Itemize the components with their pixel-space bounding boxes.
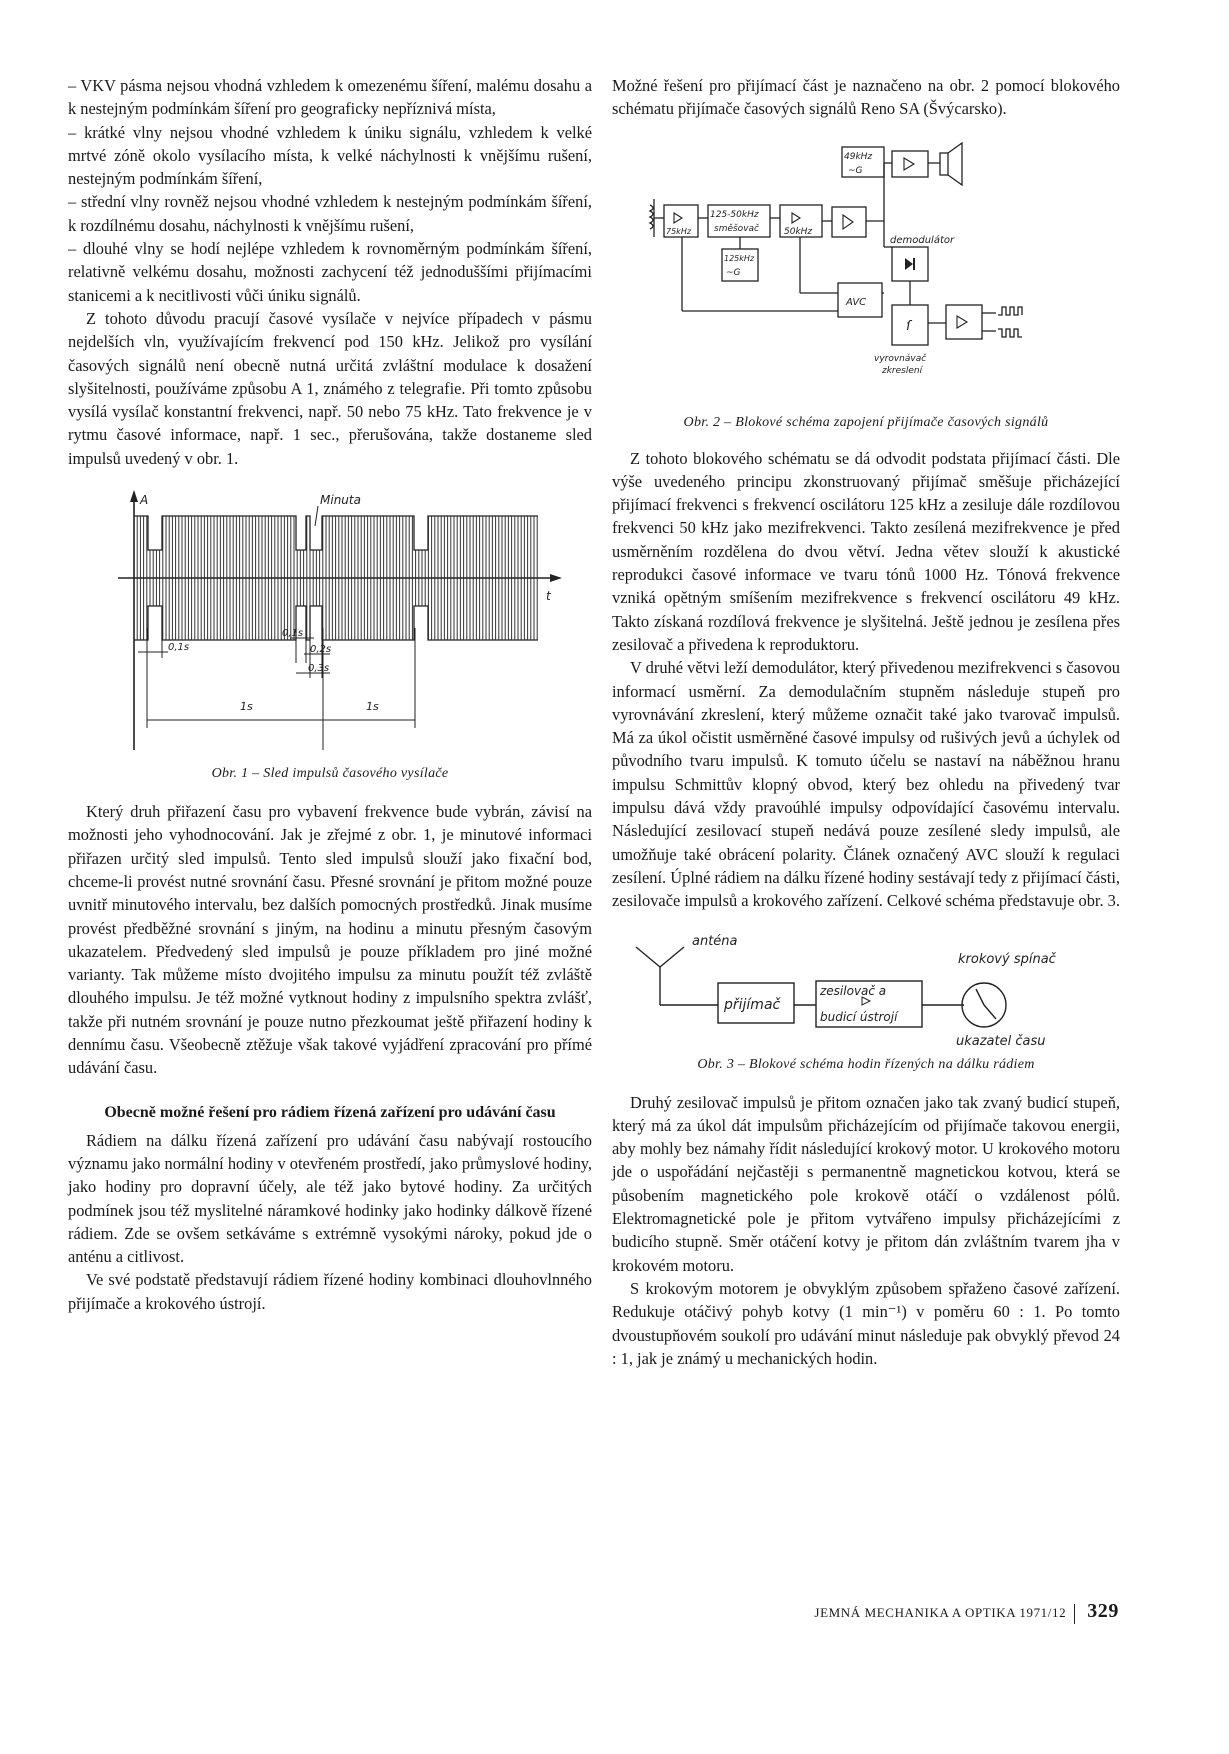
label-01s-b: 0,1s xyxy=(282,628,304,640)
label-mixer-freq: 125-50kHz xyxy=(710,209,759,220)
label-antena: anténa xyxy=(692,933,738,949)
figure-1-caption: Obr. 1 – Sled impulsů časového vysílače xyxy=(211,766,449,782)
pulse-diagram xyxy=(68,488,592,750)
journal-name: JEMNÁ MECHANIKA A OPTIKA 1971/12 xyxy=(814,1605,1067,1620)
clock-block-diagram xyxy=(612,923,1120,1047)
figure-2 xyxy=(612,133,1120,433)
label-demodulator: demodulátor xyxy=(890,234,955,246)
receiver-block-diagram xyxy=(612,133,1120,403)
label-krokovy-spinac: krokový spínač xyxy=(958,951,1056,967)
label-75khz: 75kHz xyxy=(666,226,692,236)
left-column xyxy=(68,74,592,1315)
page-footer xyxy=(814,1600,1119,1624)
label-minuta: Minuta xyxy=(320,493,361,508)
paragraph: Z tohoto blokového schématu se dá odvodit podstata přijímací části. Dle výše uvedeného principu zkonstruovaný přijímač směšuje přicházející přijímací frekvenci s frekvencí oscilátoru 125 kHz a zesiluje dále rozdílovou frekvenci 50 kHz jako mezifrekvenci. Takto zesílená mezifrekvence je před usměrněním rozdělena do dvou větví. Jedna větev slouží k akustické reprodukci časové informace ve tvaru tónů 1000 Hz. Tónová frekvence vzniká opětným smíšením mezifrekvence s frekvencí oscilátoru 49 kHz. Takto získaná rozdílová frekvence je slyšitelná. Ještě jednou je zesílena přes zesilovač a přivedena k reproduktoru. xyxy=(612,448,1120,654)
section-heading: Obecně možné řešení pro rádiem řízená zařízení pro udávání času xyxy=(104,1103,556,1121)
figure-3 xyxy=(612,923,1120,1073)
label-budici: budicí ústrojí xyxy=(820,1009,898,1024)
x-axis-arrow xyxy=(550,574,562,582)
paragraph: S krokovým motorem je obvyklým způsobem spřaženo časové zařízení. Redukuje otáčivý pohyb kotvy (1 min⁻¹) v poměru 60 : 1. Po tomto dvoustupňovém soukolí pro udávání minut následuje pak obvyklý převod 24 : 1, jak je známý u mechanických hodin. xyxy=(612,1278,1120,1368)
right-column xyxy=(612,74,1120,1370)
label-03s: 0,3s xyxy=(308,663,330,675)
label-mixer: směšovač xyxy=(714,223,759,234)
label-1s-b: 1s xyxy=(366,700,379,714)
bullet-kratke: – krátké vlny nejsou vhodné vzhledem k úniku signálu, vzhledem k velké mrtvé zóně okolo vysílacího místa, k velké náchylnosti k vnějšímu rušení, nestejným podmínkám šíření, xyxy=(68,122,592,189)
label-t: t xyxy=(546,589,551,604)
label-vyrovnavac: vyrovnávač xyxy=(874,353,927,364)
page-number: 329 xyxy=(1087,1600,1119,1622)
bullet-vkv: – VKV pásma nejsou vhodná vzhledem k omezenému šíření, malému dosahu a k nestejným podmínkám šíření pro geograficky nepříznivá místa, xyxy=(68,76,592,119)
label-avc: AVC xyxy=(846,296,867,308)
paragraph: Z tohoto důvodu pracují časové vysílače v nejvíce případech v pásmu nejdelších vln, využívajícím frekvencí pod 150 kHz. Jelikož pro vysílání časových signálů není obecně nutná určitá zvláštní modulace k dosažení slyšitelnosti, používáme způsobu A 1, známého z telegrafie. Při tomto způsobu vysílá vysílač konstantní frekvenci, např. 50 nebo 75 kHz. Tato frekvence je v rytmu časové informace, např. 1 sec., přerušována, takže dostaneme sled impulsů uvedený v obr. 1. xyxy=(68,308,592,468)
label-49-gen: ~G xyxy=(848,165,863,176)
label-125khz: 125kHz xyxy=(724,253,755,263)
paragraph: Který druh přiřazení času pro vybavení frekvence bude vybrán, závisí na možnosti jeho vyhodnocování. Jak je zřejmé z obr. 1, je minutové informaci přiřazen určitý sled impulsů. Tento sled impulsů slouží jako fixační bod, chceme-li provést nutné srovnání času. Přesné srovnání je přitom možné pouze uvnitř minutového intervalu, bez dalších pomocných prostředků. Jinak musíme provést předběžné srovnání s jiným, na hodinu a minutu přesným časovým ukazatelem. Předvedený sled impulsů je pouze příkladem pro jiné možné varianty. Tak můžeme místo dvojitého impulsu za minutu použít též zvláště dlouhého impulsu. Je též možné vytknout hodiny z impulsního spektra zvlášť, takže při nutném srovnání je pouze nutno přezkoumat ještě přiřazení hodiny k dennímu času. Všeobecně ztěžuje však takové vyjádření zpracování pro přímé udávání času. xyxy=(68,802,592,1078)
y-axis-arrow xyxy=(130,490,138,502)
label-ukazatel: ukazatel času xyxy=(956,1033,1046,1047)
paragraph: V druhé větvi leží demodulátor, který přivedenou mezifrekvenci s časovou informací usměrní. Za demodulačním stupněm následuje stupeň pro vyrovnávání zkreslení, který můžeme označit také jako tvarovač impulsů. Má za úkol očistit usměrněné časové impulsy od rušivých jevů a úchylek od původního tvaru impulsů. K tomuto účelu se nastaví na náběžnou hranu impulsu Schmittův klopný obvod, který bez ohledu na přivedený tvar impulsu dává vždy pravoúhlé impulsy odpovídající časovému intervalu. Následující zesilovací stupeň nedává pouze zesílené sledy impulsů, ale umožňuje také obrácení polarity. Článek označený AVC slouží k regulaci zesílení. Úplné rádiem na dálku řízené hodiny sestávají tedy z přijímací části, zesilovače impulsů a krokového zařízení. Celkové schéma představuje obr. 3. xyxy=(612,658,1120,911)
label-prijimac: přijímač xyxy=(724,996,781,1013)
bullet-dlouhe: – dlouhé vlny se hodí nejlépe vzhledem k rovnoměrným podmínkám šíření, relativně velkému dosahu, možnosti zachycení též jednoduššími přijímacími stanicemi a k necitlivosti vůči úniku signálů. xyxy=(68,239,592,305)
label-zesilovac: zesilovač a xyxy=(820,983,887,998)
figure-1 xyxy=(68,488,592,782)
footer-divider xyxy=(1074,1604,1075,1624)
label-shaper-symbol: ſ xyxy=(906,318,911,334)
paragraph: Rádiem na dálku řízená zařízení pro udávání času nabývají rostoucího významu jako normální hodiny v otevřeném prostředí, jako průmyslové hodiny, jako hodiny pro dopravní účely, ale též jako bytové hodiny. Za určitých podmínek jsou též myslitelné náramkové hodinky jako hodinky dálkově řízené rádiem. Zde se ovšem setkáváme s extrémně vysokými nároky, pokud jde o anténu a citlivost. xyxy=(68,1130,592,1267)
paragraph: Možné řešení pro přijímací část je naznačeno na obr. 2 pomocí blokového schématu přijímače časových signálů Reno SA (Švýcarsko). xyxy=(612,76,1120,119)
paragraph: Druhý zesilovač impulsů je přitom označen jako tak zvaný budicí stupeň, který má za úkol dát impulsům přicházejícím od přijímače takovou energii, aby mohly bez námahy řídit následující krokový motor. U krokového motoru jde o uspořádání nejčastěji s permanentně magnetickou kotvou, která se působením magnetického pole krokově otáčí o vzdálenost pólů. Elektromagnetické pole je přitom vytvářeno impulsy přicházejícími z budicího stupně. Směr otáčení kotvy je přitom dán zvláštním tvarem jha v krokovém motoru. xyxy=(612,1092,1120,1275)
label-125-gen: ~G xyxy=(726,267,741,278)
label-01s: 0,1s xyxy=(168,642,190,654)
label-zkresleni: zkreslení xyxy=(882,365,923,376)
label-02s: 0,2s xyxy=(310,644,332,656)
bullet-stredni: – střední vlny rovněž nejsou vhodné vzhledem k nestejným podmínkám šíření, k rozdílnému dosahu, náchylnosti k vnějšímu rušení, xyxy=(68,192,592,235)
label-1s-a: 1s xyxy=(240,700,253,714)
label-50khz: 50kHz xyxy=(784,226,813,237)
label-a: A xyxy=(140,493,149,508)
figure-3-caption: Obr. 3 – Blokové schéma hodin řízených na dálku rádiem xyxy=(697,1056,1035,1072)
figure-2-caption: Obr. 2 – Blokové schéma zapojení přijímače časových signálů xyxy=(683,414,1049,430)
label-49khz: 49kHz xyxy=(844,151,873,162)
paragraph: Ve své podstatě představují rádiem řízené hodiny kombinaci dlouhovlnného přijímače a krokového ústrojí. xyxy=(68,1270,592,1313)
